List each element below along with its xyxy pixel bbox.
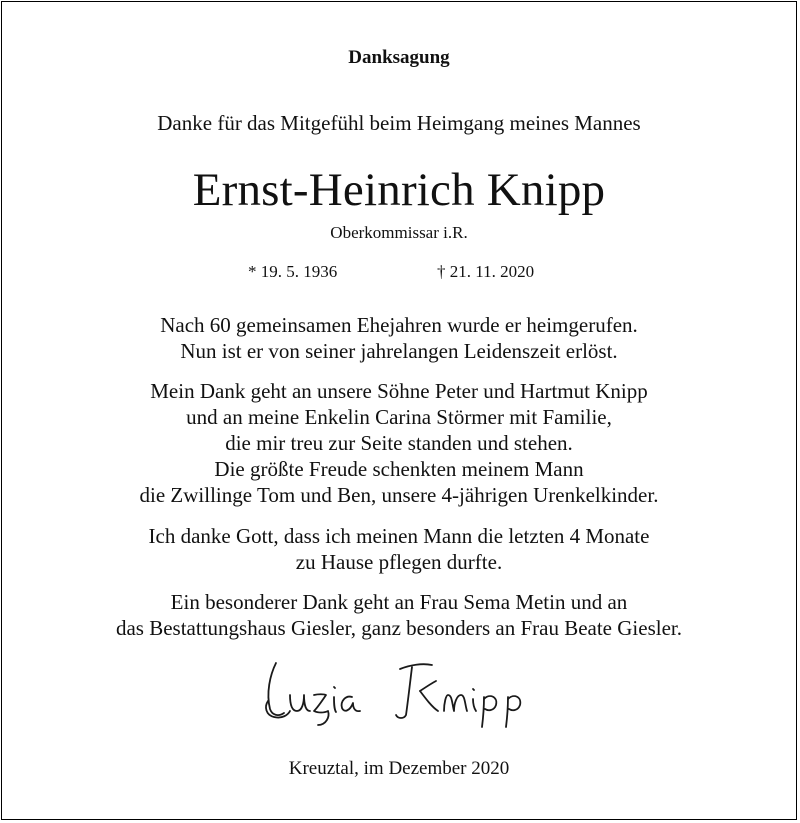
text-line: Nun ist er von seiner jahrelangen Leidenszeit erlöst.	[180, 339, 618, 363]
paragraph-care	[2, 523, 796, 575]
handwritten-signature	[260, 657, 540, 729]
deceased-name: Ernst-Heinrich Knipp	[192, 164, 606, 216]
paragraph-special-thanks	[2, 589, 796, 641]
text-line: zu Hause pflegen durfte.	[295, 550, 503, 574]
text-line: das Bestattungshaus Giesler, ganz besonders an Frau Beate Giesler.	[115, 616, 682, 640]
death-date: † 21. 11. 2020	[437, 262, 535, 281]
notice-heading: Danksagung	[348, 47, 450, 68]
text-line: Ich danke Gott, dass ich meinen Mann die letzten 4 Monate	[148, 524, 650, 548]
text-line: die mir treu zur Seite standen und stehen.	[225, 431, 573, 455]
text-line: und an meine Enkelin Carina Störmer mit Familie,	[186, 405, 612, 429]
text-line: Ein besonderer Dank geht an Frau Sema Metin und an	[170, 590, 628, 614]
text-line: Die größte Freude schenkten meinem Mann	[214, 457, 584, 481]
text-line: die Zwillinge Tom und Ben, unsere 4-jährigen Urenkelkinder.	[139, 483, 659, 507]
notice-frame	[1, 1, 797, 820]
text-line: Nach 60 gemeinsamen Ehejahren wurde er heimgerufen.	[160, 313, 638, 337]
birth-date: * 19. 5. 1936	[248, 262, 338, 281]
text-line: Mein Dank geht an unsere Söhne Peter und Hartmut Knipp	[150, 379, 648, 403]
intro-line: Danke für das Mitgefühl beim Heimgang meines Mannes	[157, 111, 641, 135]
paragraph-family-thanks	[2, 378, 796, 508]
deceased-rank: Oberkommissar i.R.	[330, 223, 468, 242]
paragraph-marriage	[2, 312, 796, 364]
place-and-date: Kreuztal, im Dezember 2020	[288, 758, 510, 779]
